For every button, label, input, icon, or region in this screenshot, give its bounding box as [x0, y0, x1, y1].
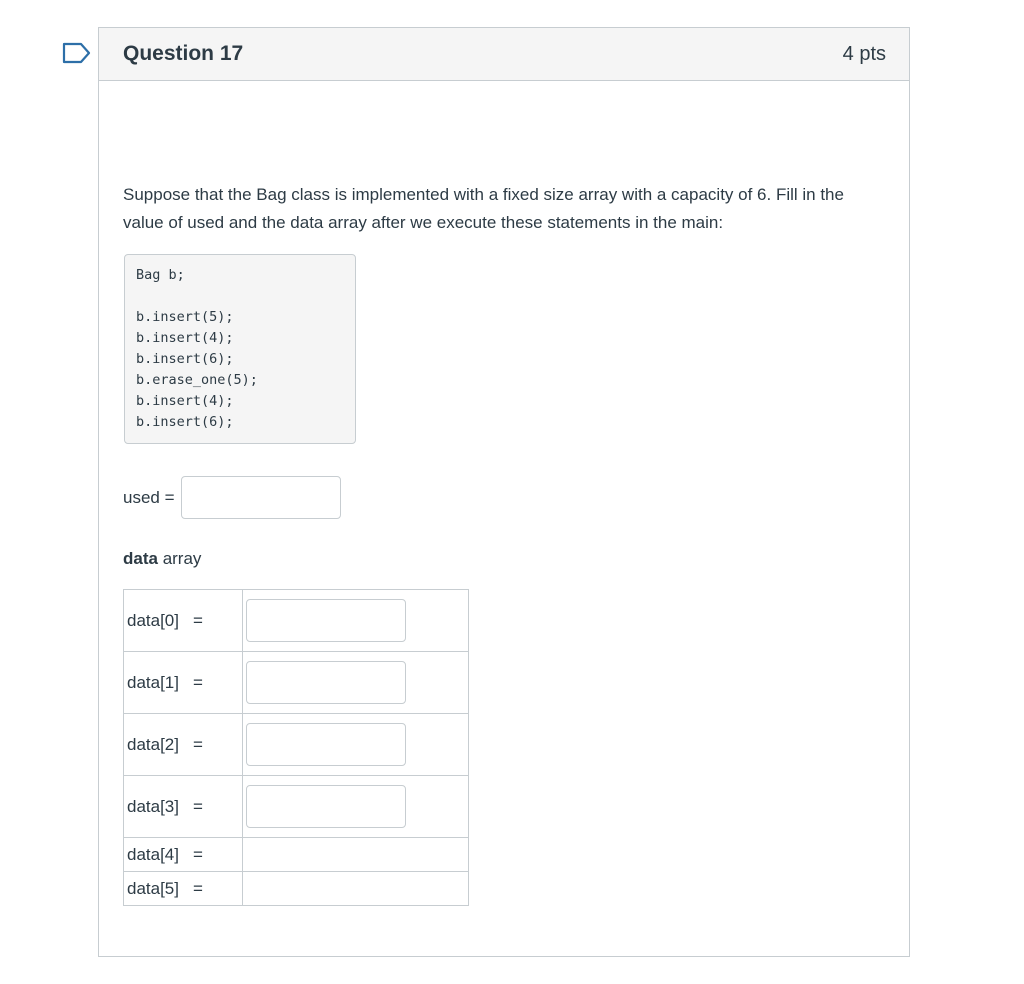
data-label: data[3]: [127, 796, 179, 816]
code-line: Bag b;: [136, 267, 185, 283]
data-label: data[0]: [127, 610, 179, 630]
code-line: b.insert(6);: [136, 414, 234, 430]
data-2-input[interactable]: [246, 723, 406, 766]
table-row: [124, 652, 469, 714]
data-0-input[interactable]: [246, 599, 406, 642]
used-input[interactable]: [181, 476, 341, 519]
code-line: [136, 286, 344, 307]
equals-sign: =: [193, 610, 203, 630]
code-block: [124, 254, 356, 444]
code-line: b.insert(5);: [136, 309, 234, 325]
question-header: [99, 28, 909, 81]
code-line: b.insert(4);: [136, 330, 234, 346]
data-array-heading: [123, 549, 201, 569]
data-4-value-cell: [243, 838, 469, 872]
equals-sign: =: [193, 734, 203, 754]
question-points: 4 pts: [842, 42, 886, 65]
table-row: [124, 714, 469, 776]
equals-sign: =: [193, 878, 203, 898]
equals-sign: =: [193, 844, 203, 864]
data-1-input[interactable]: [246, 661, 406, 704]
code-line: b.insert(6);: [136, 351, 234, 367]
equals-sign: =: [193, 796, 203, 816]
question-card: [98, 27, 910, 957]
table-row: [124, 590, 469, 652]
data-heading-rest: array: [157, 549, 202, 568]
data-label: data[5]: [127, 878, 179, 898]
data-array-table: [123, 589, 469, 906]
data-label: data[1]: [127, 672, 179, 692]
bookmark-flag-icon[interactable]: [62, 42, 92, 64]
data-5-value-cell: [243, 872, 469, 906]
table-row: [124, 776, 469, 838]
equals-sign: =: [193, 672, 203, 692]
used-row: [123, 476, 341, 519]
data-label: data[2]: [127, 734, 179, 754]
data-heading-bold: data: [123, 549, 158, 568]
data-3-input[interactable]: [246, 785, 406, 828]
data-label: data[4]: [127, 844, 179, 864]
question-prompt: Suppose that the Bag class is implemented with a fixed size array with a capacity of 6. Fill in the value of used and the data array after we execute these statements in the main:: [123, 185, 844, 232]
table-row: [124, 872, 469, 906]
question-title: Question 17: [123, 42, 244, 65]
code-line: b.insert(4);: [136, 393, 234, 409]
used-label: used =: [123, 487, 175, 507]
code-line: b.erase_one(5);: [136, 372, 258, 388]
table-row: [124, 838, 469, 872]
